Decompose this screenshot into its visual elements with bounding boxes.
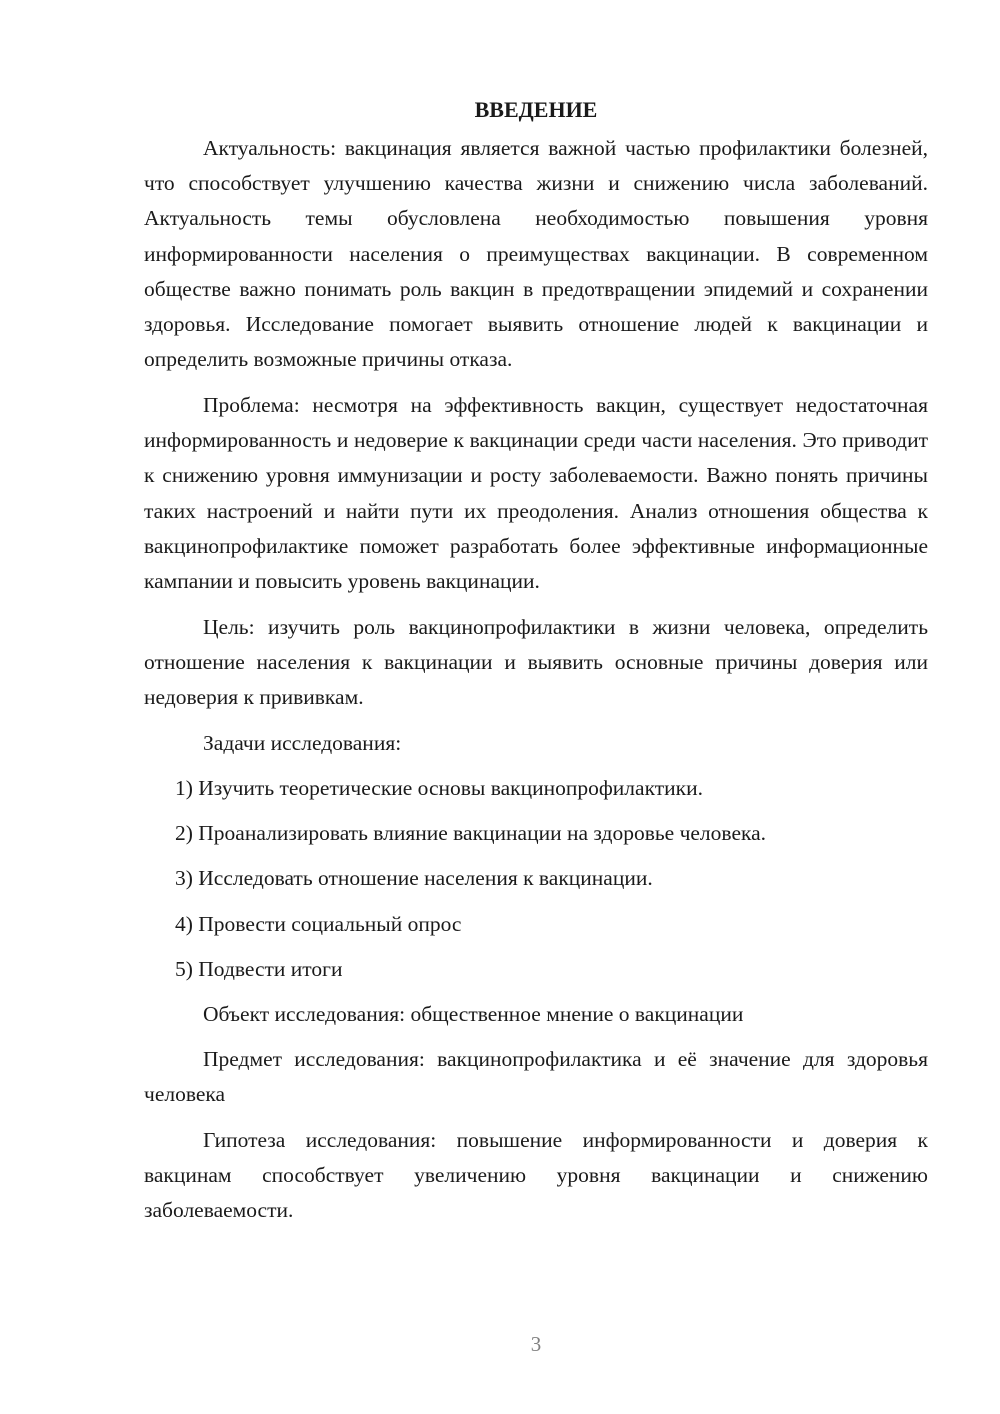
object-line: Объект исследования: общественное мнение о вакцинации [203, 1001, 744, 1026]
hypothesis-paragraph: Гипотеза исследования: повышение информированности и доверия к вакцинам способствует увеличению уровня вакцинации и снижению заболеваемости. [144, 1128, 928, 1223]
problem-paragraph: Проблема: несмотря на эффективность вакцин, существует недостаточная информированность и недоверие к вакцинации среди части населения. Это приводит к снижению уровня иммунизации и росту заболеваемости. Важно понять причины таких настроений и найти пути их преодоления. Анализ отношения общества к вакцинопрофилактике поможет разработать более эффективные информационные кампании и повысить уровень вакцинации. [144, 392, 928, 593]
list-item: 2) Проанализировать влияние вакцинации на здоровье человека. [175, 821, 767, 846]
tasks-list [144, 771, 928, 987]
tasks-heading: Задачи исследования: [203, 730, 402, 755]
subject-paragraph: Предмет исследования: вакцинопрофилактика и её значение для здоровья человека [144, 1047, 928, 1107]
list-item: 4) Провести социальный опрос [175, 911, 462, 936]
relevance-paragraph: Актуальность: вакцинация является важной частью профилактики болезней, что способствует улучшению качества жизни и снижению числа заболеваний. Актуальность темы обусловлена необходимостью повышения уровня информированности населения о преимуществах вакцинации. В современном обществе важно понимать роль вакцин в предотвращении эпидемий и сохранении здоровья. Исследование помогает выявить отношение людей к вакцинации и определить возможные причины отказа. [144, 136, 928, 372]
list-item: 1) Изучить теоретические основы вакцинопрофилактики. [175, 775, 703, 800]
list-item: 3) Исследовать отношение населения к вакцинации. [175, 866, 653, 891]
page-number: 3 [530, 1332, 542, 1356]
section-title: ВВЕДЕНИЕ [474, 97, 598, 122]
goal-paragraph: Цель: изучить роль вакцинопрофилактики в жизни человека, определить отношение населения к вакцинации и выявить основные причины доверия или недоверия к прививкам. [144, 614, 928, 710]
list-item: 5) Подвести итоги [175, 956, 343, 981]
document-page [144, 92, 928, 1239]
